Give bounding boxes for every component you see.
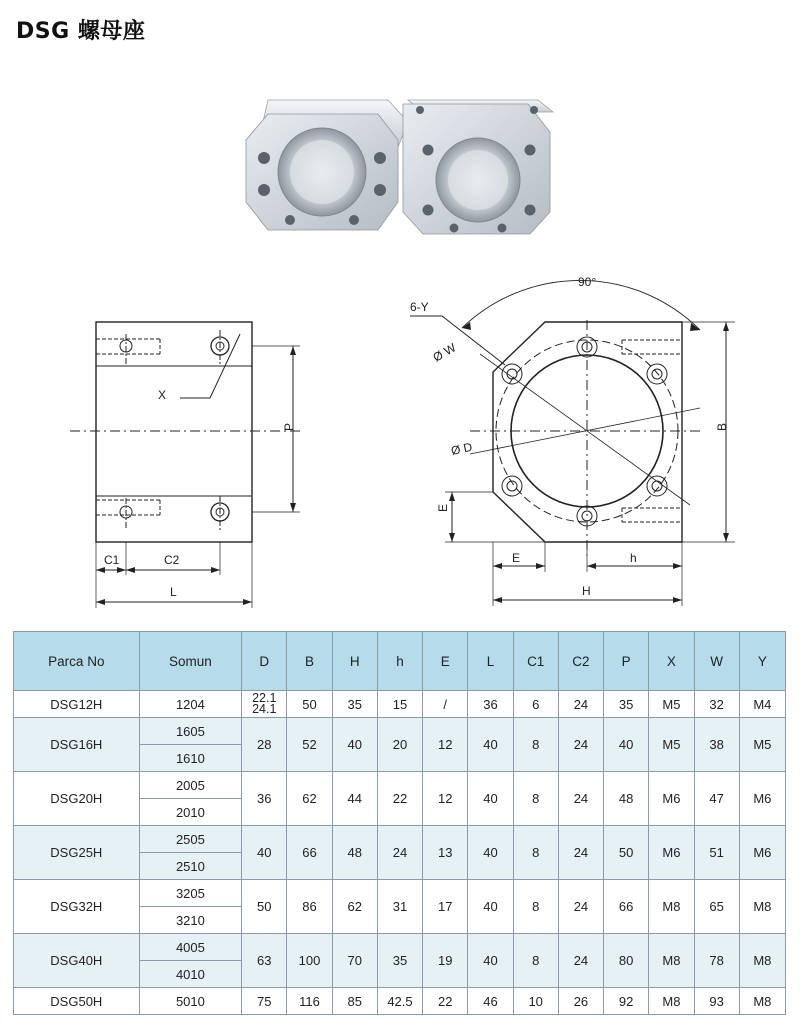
col-header: C1 [513, 632, 558, 691]
cell-e: / [423, 691, 468, 718]
label-x: X [158, 388, 167, 402]
cell-w: 78 [694, 934, 739, 988]
cell-p: 50 [604, 826, 649, 880]
label-c1: C1 [104, 553, 120, 567]
cell-w: 51 [694, 826, 739, 880]
cell-c1: 8 [513, 934, 558, 988]
col-header: B [287, 632, 332, 691]
cell-y: M5 [739, 718, 785, 772]
table-row [14, 880, 786, 907]
cell-l: 40 [468, 880, 513, 934]
label-p: P [282, 422, 296, 431]
cell-somun: 2505 [139, 826, 242, 853]
cell-p: 92 [604, 988, 649, 1015]
cell-h-big: 40 [332, 718, 377, 772]
col-header: C2 [558, 632, 603, 691]
col-header: D [242, 632, 287, 691]
cell-p: 80 [604, 934, 649, 988]
label-c2: C2 [164, 553, 180, 567]
cell-b: 116 [287, 988, 332, 1015]
cell-y: M6 [739, 772, 785, 826]
cell-d: 50 [242, 880, 287, 934]
cell-c2: 24 [558, 718, 603, 772]
cell-h-big: 70 [332, 934, 377, 988]
label-w: Ø W [430, 340, 459, 365]
cell-part-no: DSG16H [14, 718, 140, 772]
label-h-small: h [630, 551, 637, 565]
cell-somun: 1204 [139, 691, 242, 718]
cell-w: 93 [694, 988, 739, 1015]
cell-c1: 8 [513, 826, 558, 880]
table-row [14, 934, 786, 961]
cell-c2: 24 [558, 934, 603, 988]
cell-d-value: 22.1 [252, 690, 277, 705]
cell-part-no: DSG12H [14, 691, 140, 718]
col-header: Parca No [14, 632, 140, 691]
cell-part-no: DSG40H [14, 934, 140, 988]
col-header: X [649, 632, 694, 691]
cell-h-big: 48 [332, 826, 377, 880]
label-h-big: H [582, 584, 591, 598]
cell-d: 75 [242, 988, 287, 1015]
cell-b: 100 [287, 934, 332, 988]
cell-d: 40 [242, 826, 287, 880]
label-e-horizontal: E [512, 551, 521, 565]
cell-b: 66 [287, 826, 332, 880]
label-angle: 90° [578, 275, 597, 289]
cell-b: 62 [287, 772, 332, 826]
cell-h-small: 31 [377, 880, 422, 934]
cell-l: 36 [468, 691, 513, 718]
label-e-vertical: E [436, 503, 450, 512]
left-block-photo [246, 100, 408, 230]
technical-drawing [0, 260, 800, 615]
cell-x: M8 [649, 934, 694, 988]
cell-somun: 4005 [139, 934, 242, 961]
cell-h-small: 15 [377, 691, 422, 718]
cell-w: 38 [694, 718, 739, 772]
cell-part-no: DSG32H [14, 880, 140, 934]
cell-c1: 8 [513, 718, 558, 772]
right-block-photo [403, 100, 553, 234]
cell-p: 48 [604, 772, 649, 826]
cell-c1: 8 [513, 880, 558, 934]
cell-h-small: 20 [377, 718, 422, 772]
cell-part-no: DSG50H [14, 988, 140, 1015]
cell-somun: 2010 [139, 799, 242, 826]
cell-h-big: 35 [332, 691, 377, 718]
cell-x: M8 [649, 988, 694, 1015]
cell-c1: 10 [513, 988, 558, 1015]
spec-table-body [14, 691, 786, 1015]
cell-p: 35 [604, 691, 649, 718]
cell-h-small: 35 [377, 934, 422, 988]
cell-part-no: DSG25H [14, 826, 140, 880]
cell-somun: 3210 [139, 907, 242, 934]
cell-e: 12 [423, 772, 468, 826]
cell-somun: 1610 [139, 745, 242, 772]
cell-w: 65 [694, 880, 739, 934]
cell-h-small: 24 [377, 826, 422, 880]
cell-e: 22 [423, 988, 468, 1015]
col-header: E [423, 632, 468, 691]
table-row [14, 691, 786, 718]
cell-c2: 26 [558, 988, 603, 1015]
cell-somun: 2005 [139, 772, 242, 799]
cell-l: 46 [468, 988, 513, 1015]
cell-x: M5 [649, 691, 694, 718]
cell-h-small: 22 [377, 772, 422, 826]
cell-d: 36 [242, 772, 287, 826]
product-photo [238, 92, 568, 242]
cell-y: M8 [739, 934, 785, 988]
cell-l: 40 [468, 772, 513, 826]
cell-p: 40 [604, 718, 649, 772]
col-header: W [694, 632, 739, 691]
cell-y: M8 [739, 988, 785, 1015]
cell-h-small: 42.5 [377, 988, 422, 1015]
cell-somun: 1605 [139, 718, 242, 745]
cell-y: M6 [739, 826, 785, 880]
cell-w: 32 [694, 691, 739, 718]
cell-x: M6 [649, 826, 694, 880]
cell-l: 40 [468, 826, 513, 880]
cell-e: 17 [423, 880, 468, 934]
cell-c1: 6 [513, 691, 558, 718]
cell-x: M8 [649, 880, 694, 934]
cell-y: M8 [739, 880, 785, 934]
col-header: Y [739, 632, 785, 691]
label-holes: 6-Y [410, 300, 429, 314]
spec-table [13, 631, 786, 1015]
page-title: DSG 螺母座 [16, 19, 146, 44]
label-d: Ø D [449, 439, 474, 458]
cell-p: 66 [604, 880, 649, 934]
cell-h-big: 62 [332, 880, 377, 934]
cell-e: 12 [423, 718, 468, 772]
cell-c2: 24 [558, 880, 603, 934]
table-row [14, 772, 786, 799]
cell-c2: 24 [558, 691, 603, 718]
cell-h-big: 85 [332, 988, 377, 1015]
cell-d: 28 [242, 718, 287, 772]
cell-somun: 3205 [139, 880, 242, 907]
cell-c2: 24 [558, 772, 603, 826]
cell-h-big: 44 [332, 772, 377, 826]
cell-somun: 4010 [139, 961, 242, 988]
col-header: P [604, 632, 649, 691]
col-header: H [332, 632, 377, 691]
cell-d: 63 [242, 934, 287, 988]
table-row [14, 826, 786, 853]
cell-c1: 8 [513, 772, 558, 826]
label-b: B [715, 422, 729, 431]
cell-b: 50 [287, 691, 332, 718]
header-row [14, 632, 786, 691]
label-l: L [170, 585, 177, 599]
table-row [14, 988, 786, 1015]
cell-somun: 2510 [139, 853, 242, 880]
cell-w: 47 [694, 772, 739, 826]
cell-e: 13 [423, 826, 468, 880]
col-header: L [468, 632, 513, 691]
cell-x: M6 [649, 772, 694, 826]
cell-l: 40 [468, 934, 513, 988]
cell-b: 86 [287, 880, 332, 934]
col-header: h [377, 632, 422, 691]
cell-part-no: DSG20H [14, 772, 140, 826]
table-row [14, 718, 786, 745]
cell-y: M4 [739, 691, 785, 718]
cell-d [242, 691, 287, 718]
cell-l: 40 [468, 718, 513, 772]
cell-e: 19 [423, 934, 468, 988]
cell-d-alt-value: 24.1 [252, 701, 277, 716]
cell-somun: 5010 [139, 988, 242, 1015]
col-header: Somun [139, 632, 242, 691]
cell-c2: 24 [558, 826, 603, 880]
cell-x: M5 [649, 718, 694, 772]
cell-b: 52 [287, 718, 332, 772]
